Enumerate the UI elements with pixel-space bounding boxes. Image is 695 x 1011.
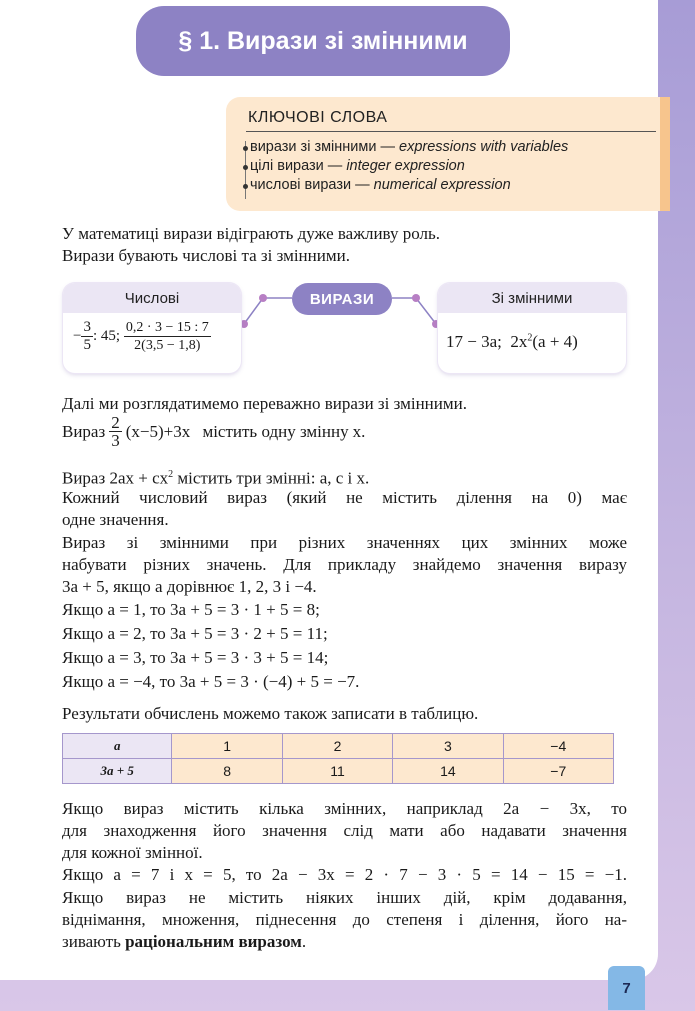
numeric-examples: − $\frac{3}{5}$ : 45; $\frac{0,2 \cdot 3 - 15 : 7}{2(3,5 - 1,8)}$ — [73, 319, 209, 353]
calc-line-1: Якщо a = 1, то 3a + 5 = 3 · 1 + 5 = 8; — [62, 600, 320, 619]
section-title-tab — [136, 6, 510, 76]
expressions-pill: ВИРАЗИ — [292, 283, 392, 315]
body-p6: Результати обчислень можемо також записати в таблицю. — [62, 704, 479, 723]
table-cell: −7 — [503, 759, 613, 784]
section-title: § 1. Вирази зі змінними — [178, 26, 468, 55]
keywords-heading: КЛЮЧОВІ СЛОВА — [248, 109, 388, 126]
body-p7-line-2: для знаходження його значення слід мати або надавати значення — [62, 821, 627, 840]
table-row — [63, 734, 614, 759]
variable-card-label: Зі змінними — [438, 283, 626, 313]
intro-line-1: У математиці вирази відіграють дуже важливу роль. — [62, 224, 441, 243]
body-p8: Якщо a = 7 і x = 5, то 2a − 3x = 2 · 7 − 3 · 5 = 14 − 15 = −1. — [62, 865, 627, 884]
table-cell: 1 — [172, 734, 282, 759]
keyword-item: цілі вирази — integer expression — [250, 158, 465, 174]
numeric-expressions-card — [63, 283, 241, 373]
intro-line-2: Вирази бувають числові та зі змінними. — [62, 246, 350, 265]
body-p9-line-2: віднімання, множення, піднесення до степеня і ділення, його на- — [62, 910, 627, 929]
body-p5-line-2: набувати різних значень. Для прикладу знайдемо значення виразу — [62, 555, 627, 574]
body-p7-line-1: Якщо вираз містить кілька змінних, наприклад 2a − 3x, то — [62, 799, 627, 818]
numeric-card-label: Числові — [63, 283, 241, 313]
body-p3: Вираз $2ax + cx^2$ містить три змінні: a, c і x. — [62, 468, 370, 488]
table-cell: −4 — [503, 734, 613, 759]
body-p1: Далі ми розглядатимемо переважно вирази зі змінними. — [62, 394, 467, 413]
table-head-cell: a — [63, 734, 172, 759]
variable-examples: 17 − 3a; $2x^2(a + 4)$ — [446, 332, 578, 351]
body-p9-line-1: Якщо вираз не містить ніяких інших дій, крім додавання, — [62, 888, 627, 907]
table-row — [63, 759, 614, 784]
body-p5-line-1: Вираз зі змінними при різних значеннях цих змінних може — [62, 533, 627, 552]
body-p9-line-3: зивають раціональним виразом. — [62, 932, 307, 951]
body-p2: Вираз $\frac{2}{3}$ (x−5)+3x містить одну змінну x. — [62, 413, 366, 450]
table-cell: 8 — [172, 759, 282, 784]
values-table — [62, 733, 614, 784]
table-cell: 14 — [393, 759, 503, 784]
calc-line-4: Якщо a = −4, то 3a + 5 = 3 · (−4) + 5 = −7. — [62, 672, 360, 691]
calc-line-3: Якщо a = 3, то 3a + 5 = 3 · 3 + 5 = 14; — [62, 648, 329, 667]
body-p4-line-2: одне значення. — [62, 510, 169, 529]
body-p4-line-1: Кожний числовий вираз (який не містить ділення на 0) має — [62, 488, 627, 507]
body-p7-line-3: для кожної змінної. — [62, 843, 203, 862]
calc-line-2: Якщо a = 2, то 3a + 5 = 3 · 2 + 5 = 11; — [62, 624, 328, 643]
table-head-cell: 3a + 5 — [63, 759, 172, 784]
rational-expression-term: раціональним виразом — [125, 932, 302, 951]
body-p5-line-3: 3a + 5, якщо a дорівнює 1, 2, 3 і −4. — [62, 577, 317, 596]
keywords-divider — [246, 131, 656, 132]
table-cell: 3 — [393, 734, 503, 759]
table-cell: 2 — [282, 734, 392, 759]
page-number: 7 — [608, 966, 645, 1010]
keyword-item: вирази зі змінними — expressions with variables — [250, 139, 569, 155]
keyword-item: числові вирази — numerical expression — [250, 177, 511, 193]
keywords-box — [226, 97, 670, 211]
variable-expressions-card — [438, 283, 626, 373]
table-cell: 11 — [282, 759, 392, 784]
